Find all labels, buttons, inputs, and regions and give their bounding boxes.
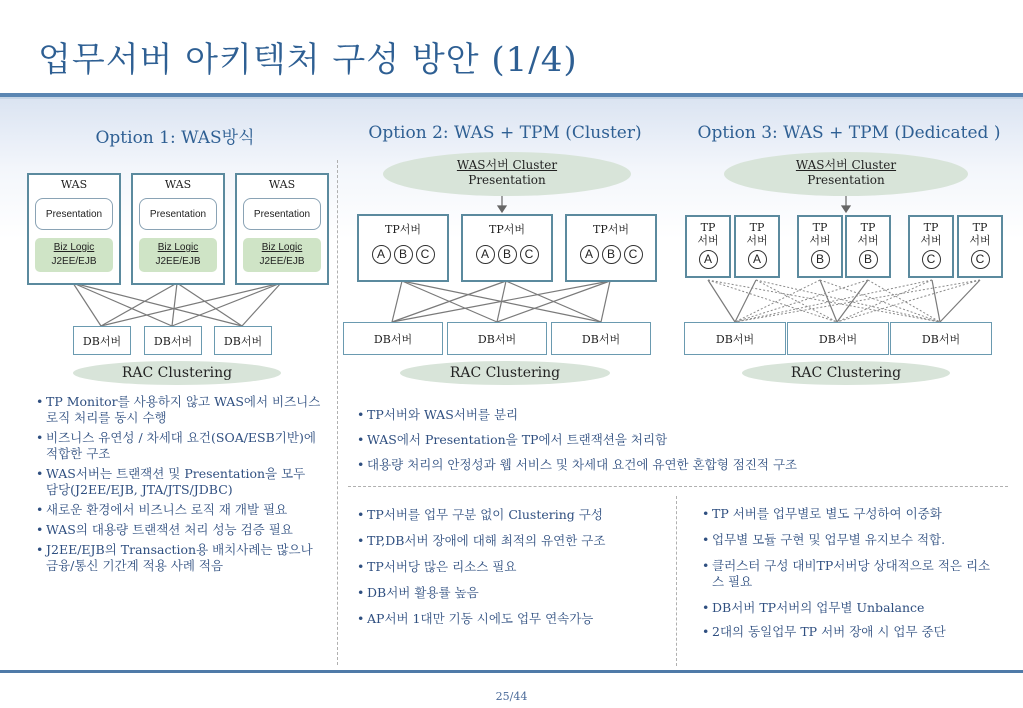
module-b: B: [498, 245, 517, 264]
was-label: WAS: [268, 178, 296, 191]
bullet-item: • AP서버 1대만 기동 시에도 업무 연속가능: [357, 610, 667, 628]
presentation-box: Presentation: [35, 198, 113, 230]
tp-server-a1: [685, 215, 731, 278]
j2ee-label: J2EE/EJB: [51, 256, 97, 267]
option1-title: Option 1: WAS방식: [95, 128, 255, 148]
bullet-item: • WAS서버는 트랜잭션 및 Presentation을 모두 담당(J2EE/EJB, JTA/JTS/JDBC): [36, 466, 321, 498]
presentation-box: Presentation: [139, 198, 217, 230]
tp-label: TP: [923, 221, 939, 234]
module-a: A: [699, 250, 718, 269]
tp-server-3: [565, 214, 657, 282]
db-server: DB서버: [144, 326, 202, 355]
server-label: 서버: [746, 234, 768, 247]
server-label: 서버: [920, 234, 942, 247]
tp-server-label: TP서버: [593, 223, 629, 236]
bullet-item: • 새로운 환경에서 비즈니스 로직 재 개발 필요: [36, 502, 321, 518]
bullet-item: • WAS에서 Presentation을 TP에서 트랜잭션을 처리함: [357, 431, 997, 449]
tp-server-label: TP서버: [489, 223, 525, 236]
was-label: WAS: [164, 178, 192, 191]
db-server: DB서버: [684, 322, 786, 355]
module-c: C: [971, 250, 990, 269]
bullet-item: • TP,DB서버 장애에 대해 최적의 유연한 구조: [357, 532, 667, 550]
rac-clustering: RAC Clustering: [742, 361, 950, 385]
tp-server-c2: [957, 215, 1003, 278]
bullet-item: • WAS의 대용량 트랜잭션 처리 성능 검증 필요: [36, 522, 321, 538]
j2ee-label: J2EE/EJB: [259, 256, 305, 267]
server-label: 서버: [697, 234, 719, 247]
tp-server-b1: [797, 215, 843, 278]
option2-title: Option 2: WAS + TPM (Cluster): [368, 123, 642, 143]
db-server: DB서버: [890, 322, 992, 355]
db-server: DB서버: [787, 322, 889, 355]
module-b: B: [394, 245, 413, 264]
biz-logic-label: Biz Logic: [53, 242, 95, 253]
module-c: C: [922, 250, 941, 269]
db-server: DB서버: [551, 322, 651, 355]
bullet-item: • J2EE/EJB의 Transaction용 배치사례는 많으나 금융/통신 기간계 적용 사례 적음: [36, 542, 321, 574]
bullet-item: • 클러스터 구성 대비TP서버당 상대적으로 적은 리소스 필요: [702, 558, 1002, 590]
bullet-item: • 2대의 동일업무 TP 서버 장애 시 업무 중단: [702, 624, 1002, 640]
db-server: DB서버: [447, 322, 547, 355]
rac-clustering: RAC Clustering: [400, 361, 610, 385]
presentation-box: Presentation: [243, 198, 321, 230]
tp-server-2: [461, 214, 553, 282]
footer-divider: [0, 670, 1023, 673]
db-server: DB서버: [73, 326, 131, 355]
bullet-item: • TP 서버를 업무별로 별도 구성하여 이중화: [702, 506, 1002, 522]
tp-server-label: TP서버: [385, 223, 421, 236]
option3-title: Option 3: WAS + TPM (Dedicated ): [697, 123, 1001, 143]
module-a: A: [580, 245, 599, 264]
server-label: 서버: [969, 234, 991, 247]
page-title: 업무서버 아키텍처 구성 방안 (1/4): [38, 40, 578, 80]
was-cluster-ellipse: [724, 152, 968, 196]
tp-server-a2: [734, 215, 780, 278]
bullet-item: • TP서버와 WAS서버를 분리: [357, 406, 997, 424]
rac-clustering: RAC Clustering: [73, 361, 281, 385]
bullet-item: • DB서버 TP서버의 업무별 Unbalance: [702, 600, 1002, 616]
j2ee-label: J2EE/EJB: [155, 256, 201, 267]
tp-label: TP: [812, 221, 828, 234]
tp-label: TP: [972, 221, 988, 234]
was-server-1: [27, 173, 121, 285]
bullet-item: • TP서버를 업무 구분 없이 Clustering 구성: [357, 506, 667, 524]
module-a: A: [372, 245, 391, 264]
was-label: WAS: [60, 178, 88, 191]
was-cluster-label: WAS서버 Cluster: [456, 158, 558, 172]
option1-bullets: [36, 394, 321, 578]
was-cluster-label: WAS서버 Cluster: [795, 158, 897, 172]
was-server-3: [235, 173, 329, 285]
bullet-item: • TP Monitor를 사용하지 않고 WAS에서 비즈니스 로직 처리를 동시 수행: [36, 394, 321, 426]
tp-label: TP: [700, 221, 716, 234]
biz-logic-box: [35, 238, 113, 272]
presentation-label: Presentation: [468, 173, 546, 187]
module-c: C: [520, 245, 539, 264]
option3-bullets: [702, 506, 1002, 648]
server-label: 서버: [809, 234, 831, 247]
bullet-item: • 대용량 처리의 안정성과 웹 서비스 및 차세대 요건에 유연한 혼합형 점진적 구조: [357, 456, 997, 474]
module-b: B: [602, 245, 621, 264]
tp-server-c1: [908, 215, 954, 278]
db-server: DB서버: [214, 326, 272, 355]
module-c: C: [416, 245, 435, 264]
biz-logic-box: [243, 238, 321, 272]
bullet-item: • TP서버당 많은 리소스 필요: [357, 558, 667, 576]
was-cluster-ellipse: [383, 152, 631, 196]
option2-bullets: [357, 506, 667, 636]
page-number: 25/44: [495, 690, 528, 703]
module-a: A: [476, 245, 495, 264]
module-c: C: [624, 245, 643, 264]
biz-logic-box: [139, 238, 217, 272]
bullet-item: • DB서버 활용률 높음: [357, 584, 667, 602]
module-b: B: [859, 250, 878, 269]
tp-label: TP: [860, 221, 876, 234]
was-server-2: [131, 173, 225, 285]
tp-server-b2: [845, 215, 891, 278]
bullet-item: • 비즈니스 유연성 / 차세대 요건(SOA/ESB기반)에 적합한 구조: [36, 430, 321, 462]
tp-server-1: [357, 214, 449, 282]
tp-label: TP: [749, 221, 765, 234]
db-server: DB서버: [343, 322, 443, 355]
server-label: 서버: [857, 234, 879, 247]
biz-logic-label: Biz Logic: [261, 242, 303, 253]
presentation-label: Presentation: [807, 173, 885, 187]
bullet-item: • 업무별 모듈 구현 및 업무별 유지보수 적합.: [702, 532, 1002, 548]
common-bullets: [357, 406, 997, 481]
biz-logic-label: Biz Logic: [157, 242, 199, 253]
module-b: B: [811, 250, 830, 269]
module-a: A: [748, 250, 767, 269]
